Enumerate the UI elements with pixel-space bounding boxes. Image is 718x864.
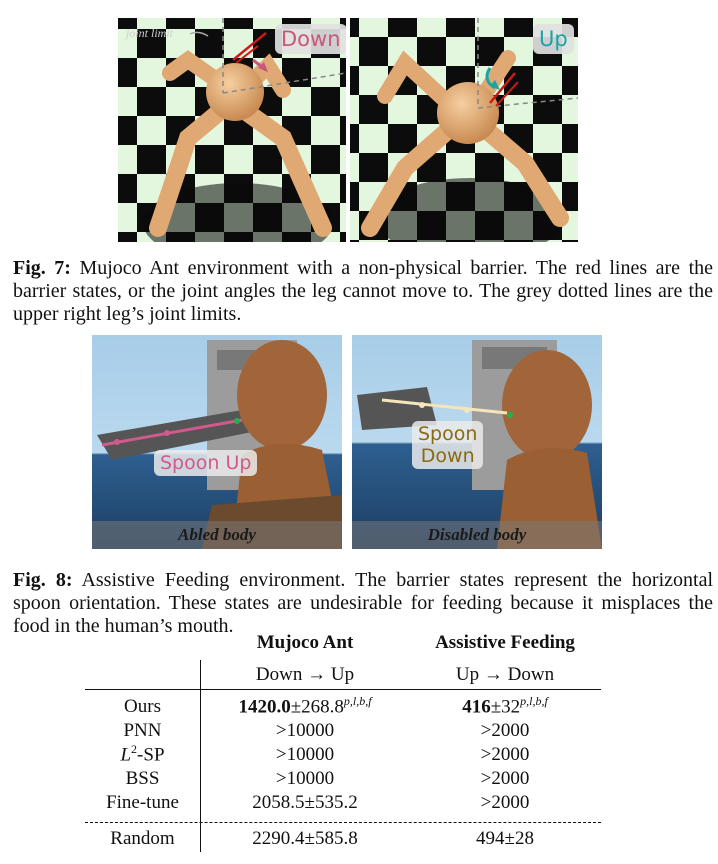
row-pnn-feed: >2000	[480, 720, 530, 741]
ours-ant-sup: p,l,b,f	[343, 694, 372, 708]
fig7-caption-text: Mujoco Ant environment with a non-physical barrier. The red lines are the barrier states, or the joint angles the leg cannot move to. The grey dotted lines are the upper right leg’s joint limits.	[13, 257, 713, 325]
fig8-caption	[13, 569, 713, 638]
l2sp-base: L	[120, 744, 132, 766]
abled-body-footer: Abled body	[92, 521, 342, 549]
row-l2sp-method	[85, 742, 200, 766]
row-ours-method: Ours	[124, 696, 161, 717]
row-l2sp-feed: >2000	[480, 744, 530, 765]
feeding-abled-image	[92, 335, 342, 549]
row-pnn-method: PNN	[123, 720, 162, 741]
row-pnn-ant: >10000	[275, 720, 335, 741]
header-assistive-feeding: Assistive Feeding	[435, 632, 575, 653]
spoon-down-label	[412, 421, 483, 469]
joint-limit-annotation: joint limit	[126, 26, 174, 40]
subheader-feeding: Up → Down	[455, 664, 555, 685]
ours-feed-sup: p,l,b,f	[520, 694, 548, 708]
ant-panel-up	[350, 18, 578, 242]
row-random-method: Random	[110, 828, 175, 849]
row-bss-ant: >10000	[275, 768, 335, 789]
row-finetune-method: Fine-tune	[106, 792, 179, 813]
fig8-caption-label: Fig. 8:	[13, 569, 73, 591]
l2sp-rest: -SP	[137, 744, 165, 766]
l2sp-sup: 2	[131, 742, 138, 756]
table-header-rule	[85, 689, 601, 690]
row-ours-feed	[405, 694, 605, 718]
row-random-ant: 2290.4±585.8	[252, 828, 358, 849]
spoon-up-label: Spoon Up	[154, 450, 257, 476]
spoon-down-line1: Spoon	[418, 423, 478, 445]
row-finetune-ant: 2058.5±535.2	[252, 792, 358, 813]
disabled-body-footer: Disabled body	[352, 521, 602, 549]
results-table	[85, 632, 605, 857]
row-bss-feed: >2000	[480, 768, 530, 789]
fig7-caption	[13, 257, 713, 326]
subheader-ant: Down → Up	[255, 664, 355, 685]
row-bss-method: BSS	[125, 768, 160, 789]
row-l2sp-ant: >10000	[275, 744, 335, 765]
spoon-down-line2: Down	[420, 445, 475, 467]
fig8-caption-text: Assistive Feeding environment. The barrier states represent the horizontal spoon orientation. These states are undesirable for feeding because it misplaces the food in the human’s mouth.	[13, 569, 714, 637]
table-dashed-rule	[85, 822, 601, 823]
feeding-panel-disabled	[352, 335, 602, 549]
row-random-feed: 494±28	[476, 828, 534, 849]
feeding-panel-abled	[92, 335, 342, 549]
ours-feed-value: 416	[462, 696, 491, 718]
down-label: Down	[275, 24, 346, 54]
row-ours-ant	[205, 694, 405, 718]
ant-panel-down	[118, 18, 346, 242]
ours-ant-value: 1420.0	[238, 696, 291, 718]
row-finetune-feed: >2000	[480, 792, 530, 813]
up-label: Up	[533, 24, 574, 54]
ours-ant-std: ±268.8	[290, 696, 344, 718]
fig7-caption-label: Fig. 7:	[13, 257, 71, 279]
ours-feed-std: ±32	[490, 696, 521, 718]
header-mujoco-ant: Mujoco Ant	[256, 632, 354, 653]
